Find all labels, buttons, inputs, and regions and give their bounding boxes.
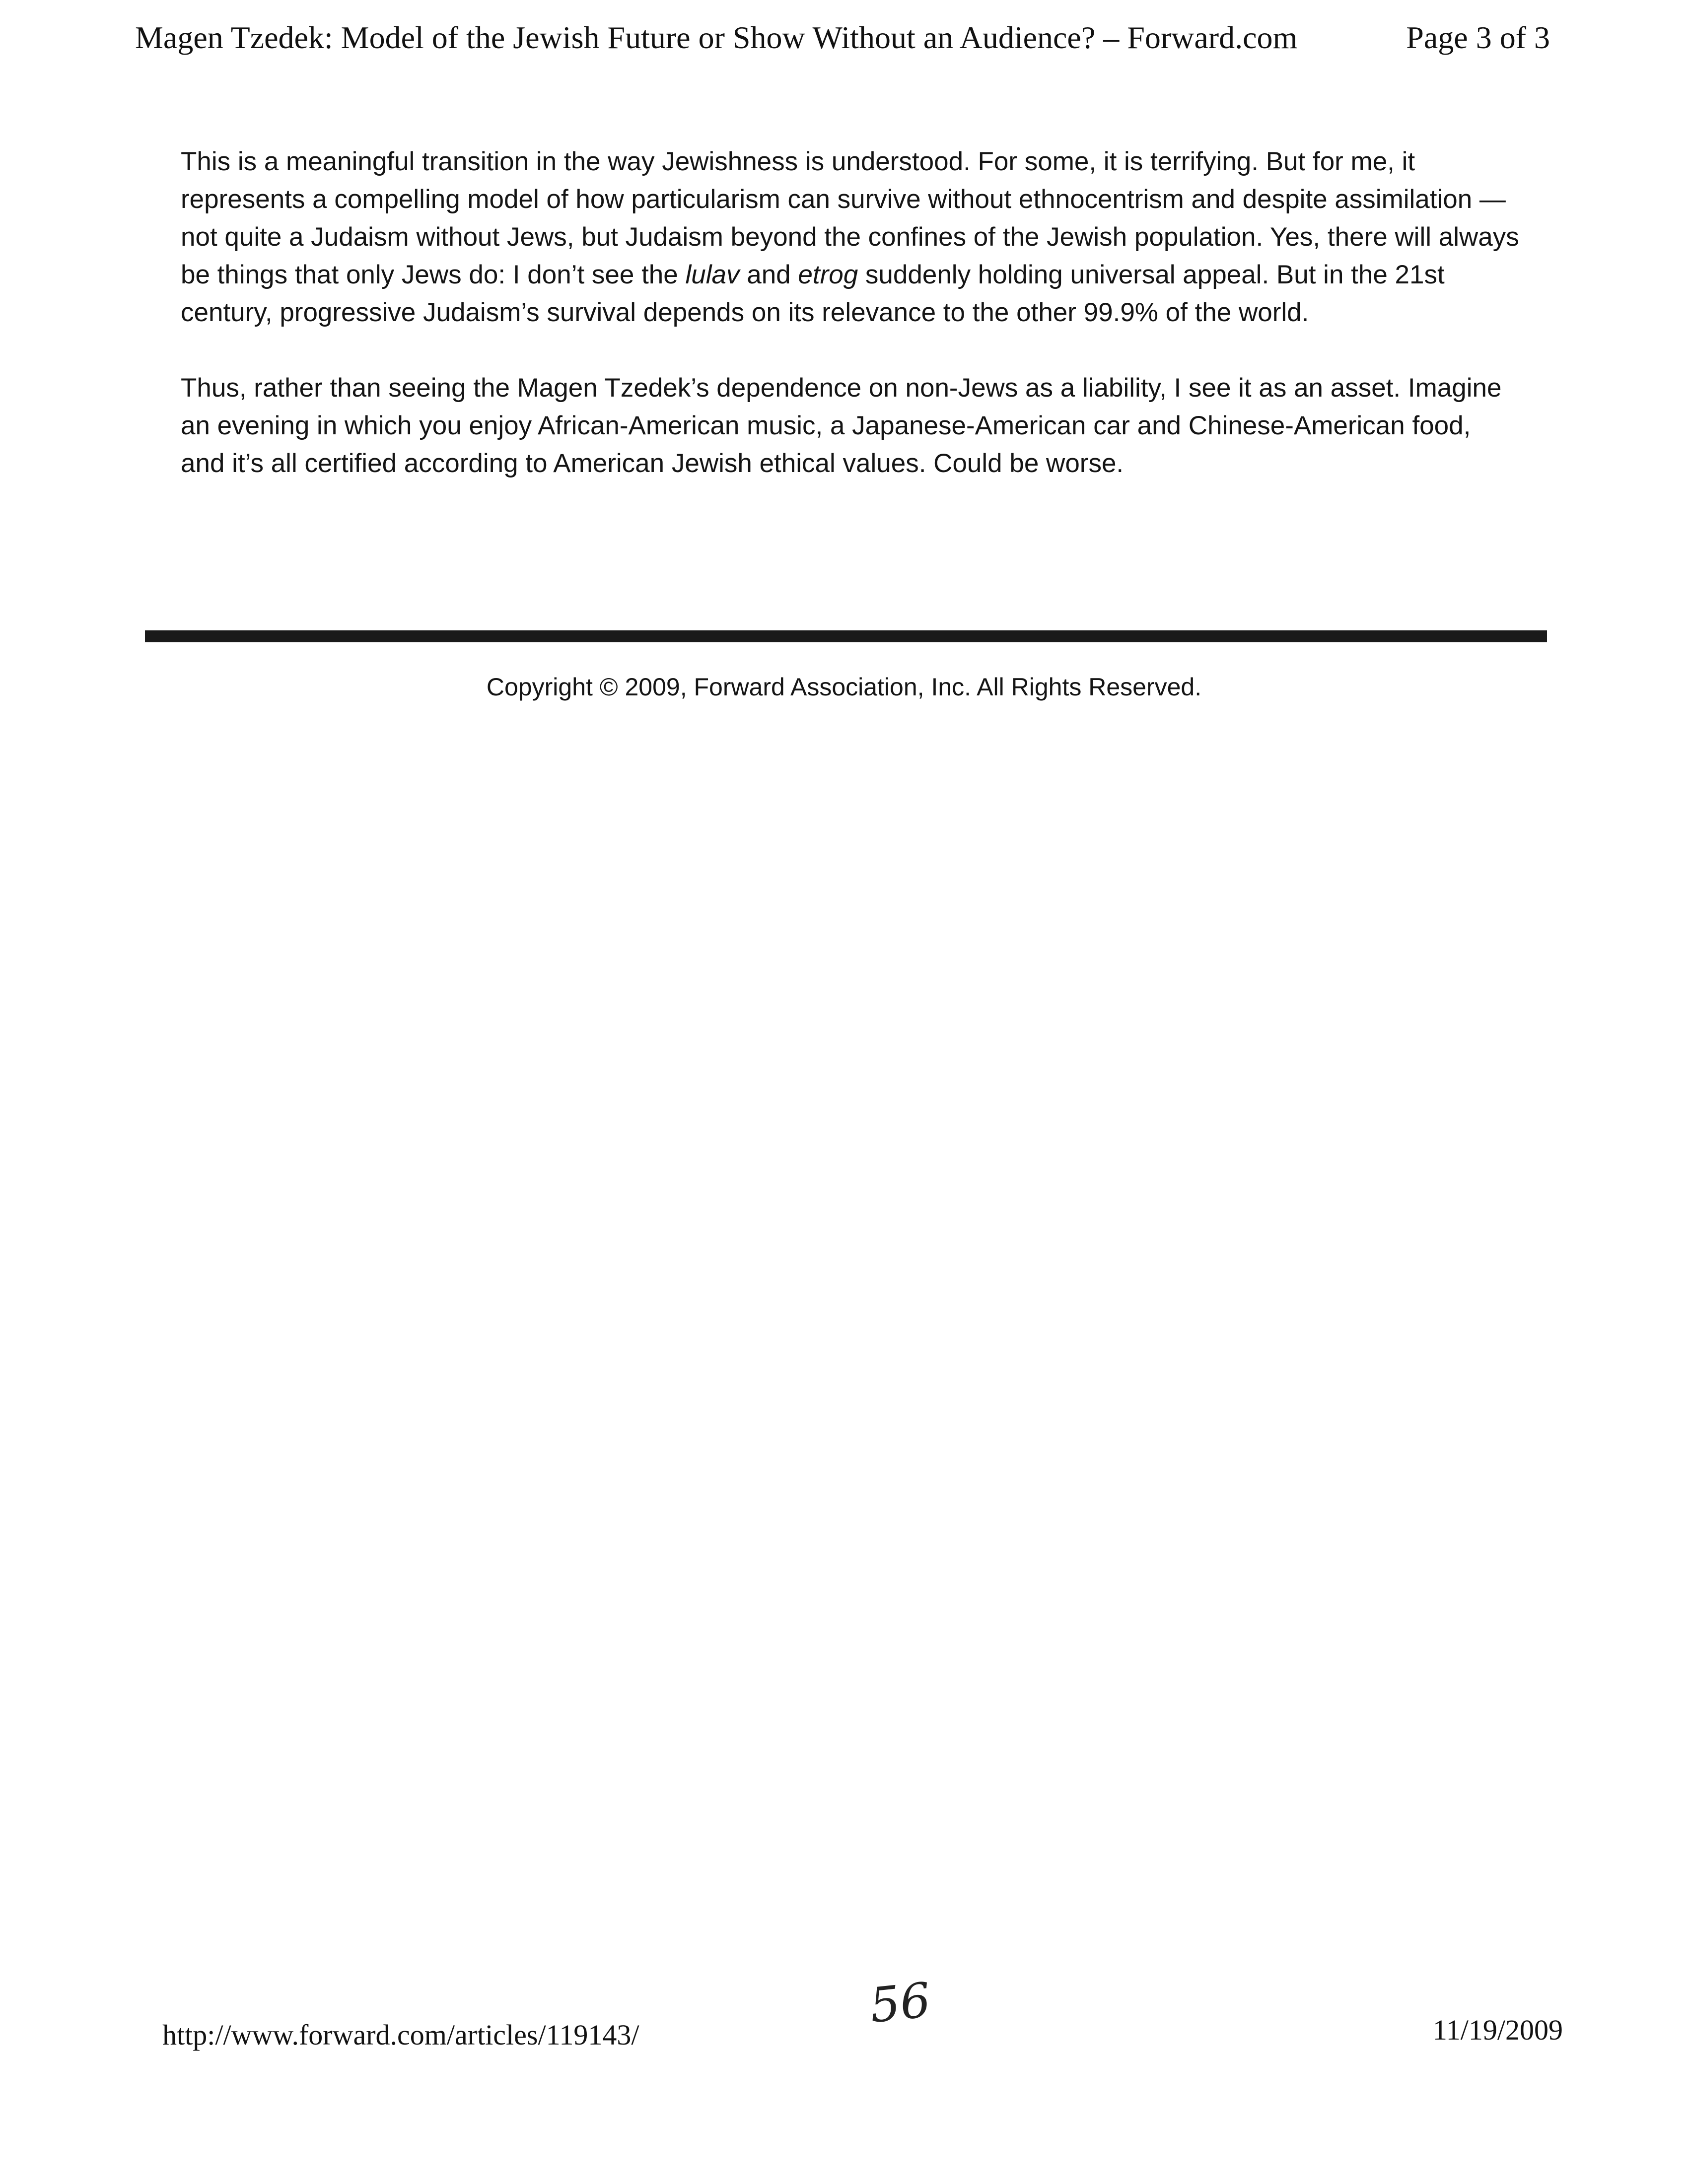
print-date: 11/19/2009 xyxy=(1432,2014,1563,2046)
footer-divider xyxy=(145,630,1547,642)
page-title: Magen Tzedek: Model of the Jewish Future or Show Without an Audience? – Forward.com xyxy=(135,20,1298,55)
etrog-term: etrog xyxy=(798,260,858,289)
handwritten-page-number: 56 xyxy=(867,1972,933,2034)
page-number: Page 3 of 3 xyxy=(1406,20,1550,55)
lulav-term: lulav xyxy=(685,260,740,289)
copyright-notice: Copyright © 2009, Forward Association, Inc. All Rights Reserved. xyxy=(486,673,1202,701)
paragraph-1-text-a: This is a meaningful transition in the way Jewishness is understood. For some, it is terrifying. But for me, it represents a compelling model of how particularism can survive without ethnocentrism and despite assimilation — not quite a Judaism without Jews, but Judaism beyond the confines of the Jewish population. Yes, there will always be things that only Jews do: I don’t see the xyxy=(181,147,1519,289)
paragraph-1-text-c: suddenly holding universal appeal. But in the 21st century, progressive Judaism’s survival depends on its relevance to the other 99.9% of the world. xyxy=(181,260,1445,327)
paragraph-1-text-b: and xyxy=(739,260,798,289)
paragraph-2: Thus, rather than seeing the Magen Tzedek’s dependence on non-Jews as a liability, I see it as an asset. Imagine an evening in which you enjoy African-American music, a Japanese-American car and Chinese-American food, and it’s all certified according to American Jewish ethical values. Could be worse. xyxy=(181,373,1502,478)
page-header xyxy=(135,18,1550,58)
paragraph-1 xyxy=(181,143,1521,332)
article-url: http://www.forward.com/articles/119143/ xyxy=(162,2019,639,2051)
article-body xyxy=(181,143,1521,520)
